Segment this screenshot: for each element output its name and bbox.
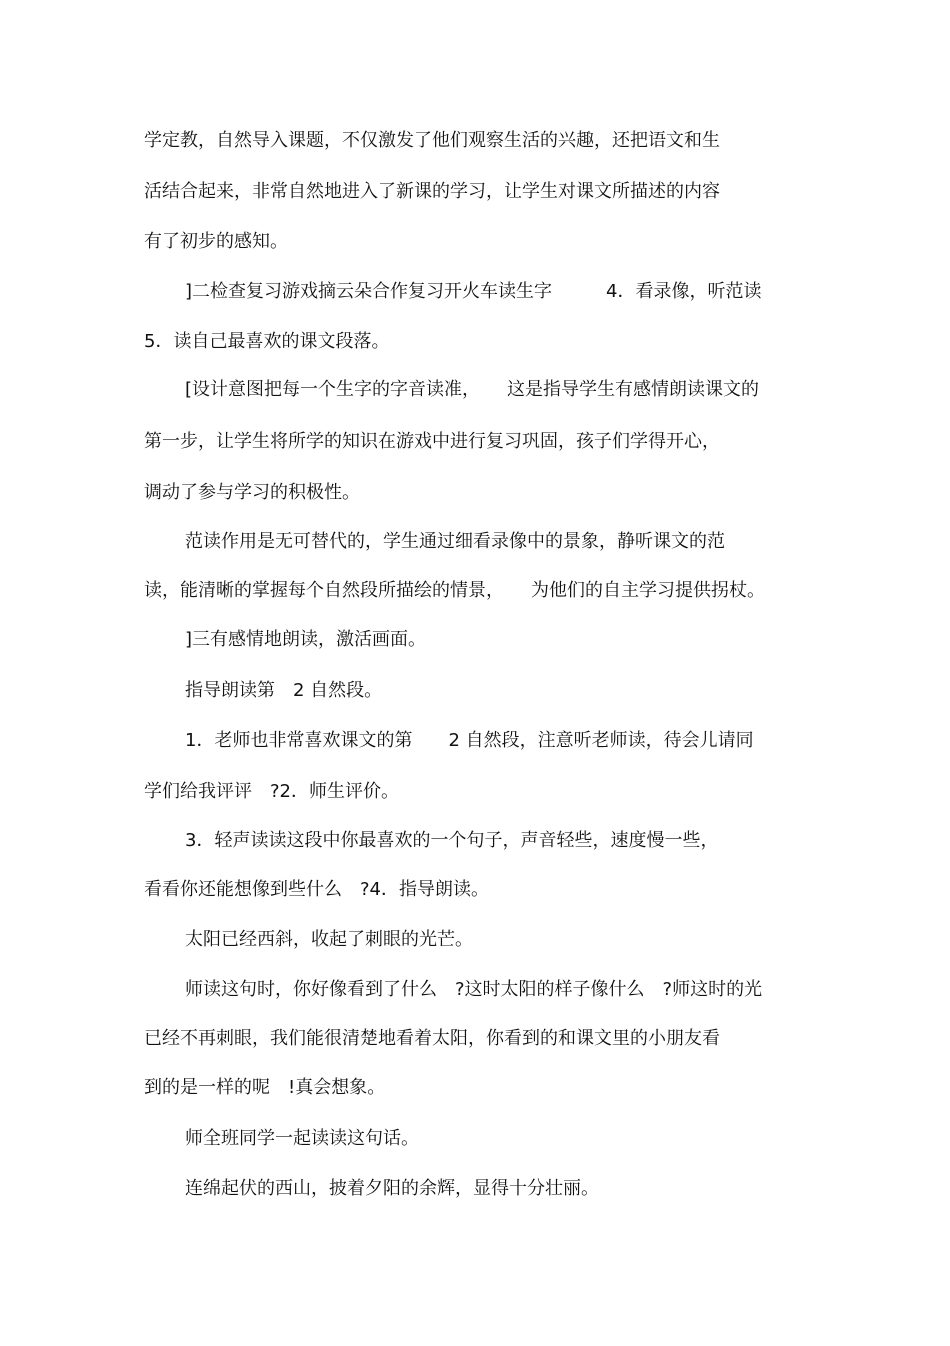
text-line: 师读这句时，你好像看到了什么 ?这时太阳的样子像什么 ?师这时的光: [185, 979, 763, 1000]
text-line: 活结合起来，非常自然地进入了新课的学习，让学生对课文所描述的内容: [144, 181, 720, 202]
text-line: [设计意图把每一个生字的字音读准， 这是指导学生有感情朗读课文的: [185, 379, 760, 400]
text-line: 指导朗读第 2 自然段。: [185, 680, 383, 701]
text-line: 第一步，让学生将所学的知识在游戏中进行复习巩固，孩子们学得开心，: [144, 431, 720, 452]
text-line: 3．轻声读读这段中你最喜欢的一个句子，声音轻些，速度慢一些，: [185, 830, 719, 851]
text-line: 到的是一样的呢 !真会想象。: [144, 1077, 386, 1098]
text-line: 调动了参与学习的积极性。: [144, 482, 360, 503]
text-line: 读，能清晰的掌握每个自然段所描绘的情景， 为他们的自主学习提供拐杖。: [144, 580, 765, 601]
text-line: 太阳已经西斜，收起了刺眼的光芒。: [185, 929, 473, 950]
text-line: 5．读自己最喜欢的课文段落。: [144, 331, 390, 352]
text-line: ]三有感情地朗读，激活画面。: [185, 629, 427, 650]
text-line: 学们给我评评 ?2．师生评价。: [144, 781, 400, 802]
text-line: 连绵起伏的西山，披着夕阳的余辉，显得十分壮丽。: [185, 1178, 599, 1199]
text-line: 看看你还能想像到些什么 ?4．指导朗读。: [144, 879, 490, 900]
text-line: ]二检查复习游戏摘云朵合作复习开火车读生字 4．看录像，听范读: [185, 281, 762, 302]
text-line: 学定教，自然导入课题，不仅激发了他们观察生活的兴趣，还把语文和生: [144, 130, 720, 151]
text-line: 师全班同学一起读读这句话。: [185, 1128, 419, 1149]
text-line: 范读作用是无可替代的，学生通过细看录像中的景象，静听课文的范: [185, 531, 725, 552]
text-line: 有了初步的感知。: [144, 231, 288, 252]
text-line: 1．老师也非常喜欢课文的第 2 自然段，注意听老师读，待会儿请同: [185, 730, 754, 751]
text-line: 已经不再刺眼，我们能很清楚地看着太阳，你看到的和课文里的小朋友看: [144, 1028, 720, 1049]
